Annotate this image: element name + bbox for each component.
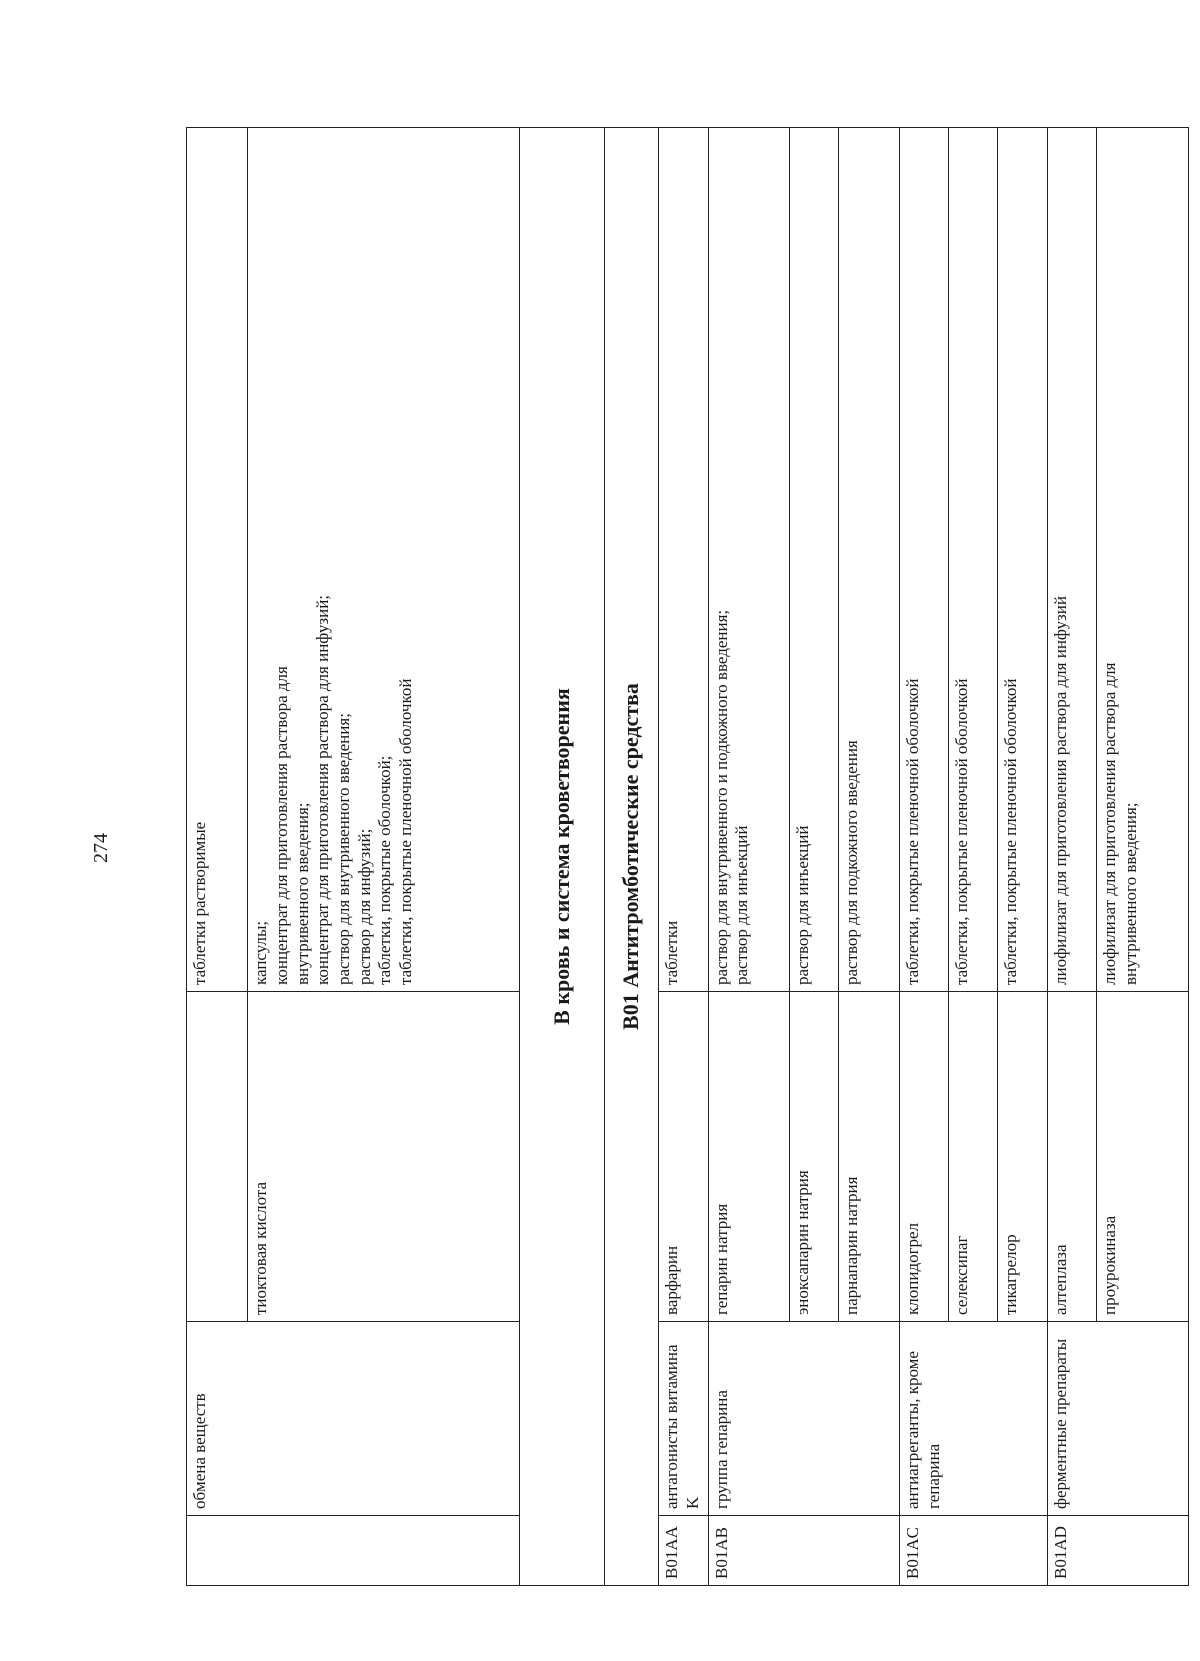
rotated-table-wrapper	[186, 128, 1189, 1586]
table-row	[187, 128, 248, 1586]
form-line: лиофилизат для приготовления раствора для инфузий	[1051, 596, 1071, 985]
table-body	[187, 128, 1189, 1586]
subsection-title: B01 Антитромботические средства	[605, 128, 659, 1586]
forms-cell	[1048, 128, 1097, 992]
drug-cell: клопидогрел	[899, 992, 948, 1322]
table-row	[659, 128, 708, 1586]
drug-cell: парнапарин натрия	[838, 992, 899, 1322]
table-row	[899, 128, 948, 1586]
form-line: таблетки, покрытые пленочной оболочкой	[951, 678, 971, 985]
atc-code-cell: B01AB	[708, 1516, 899, 1586]
drug-cell	[187, 992, 248, 1322]
drug-cell: гепарин натрия	[708, 992, 789, 1322]
drug-cell: варфарин	[659, 992, 708, 1322]
form-line: раствор для подкожного введения	[841, 740, 861, 985]
subsection-row	[605, 128, 659, 1586]
form-line: раствор для внутривенного и подкожного введения;	[711, 609, 731, 985]
code-cell	[187, 1516, 520, 1586]
form-line: концентрат для приготовления раствора для инфузий;	[313, 594, 333, 985]
forms-cell	[789, 128, 838, 992]
group-cell: антиагреганты, кроме гепарина	[899, 1322, 1048, 1516]
atc-code-cell: B01AC	[899, 1516, 1048, 1586]
forms-cell	[248, 128, 520, 992]
form-line: таблетки растворимые	[190, 821, 209, 985]
forms-cell	[708, 128, 789, 992]
drug-cell: проурокиназа	[1097, 992, 1189, 1322]
table-row	[1048, 128, 1097, 1586]
form-line: концентрат для приготовления раствора для	[271, 666, 291, 985]
forms-cell	[899, 128, 948, 992]
form-line: раствор для инъекций	[732, 825, 752, 985]
table-row	[708, 128, 789, 1586]
page-number: 274	[90, 833, 112, 863]
forms-cell	[659, 128, 708, 992]
section-title: В кровь и система кроветворения	[519, 128, 604, 1586]
drug-cell: тикагрелор	[997, 992, 1048, 1322]
form-line: лиофилизат для приготовления раствора для	[1100, 662, 1120, 985]
form-line: таблетки, покрытые пленочной оболочкой	[1000, 678, 1020, 985]
form-line: таблетки	[662, 920, 682, 985]
forms-cell	[187, 128, 248, 992]
group-cell: антагонисты витамина K	[659, 1322, 708, 1516]
form-line: таблетки, покрытые оболочкой;	[375, 755, 395, 985]
forms-cell	[948, 128, 997, 992]
group-cell: группа гепарина	[708, 1322, 899, 1516]
forms-cell	[838, 128, 899, 992]
form-line: капсулы;	[251, 920, 271, 985]
drug-cell: тиоктовая кислота	[248, 992, 520, 1322]
group-cell: обмена веществ	[187, 1322, 520, 1516]
drug-table	[186, 127, 1189, 1586]
section-row	[519, 128, 604, 1586]
form-line: раствор для инъекций	[792, 825, 812, 985]
form-line: внутривенного введения;	[1121, 802, 1141, 985]
form-line: таблетки, покрытые пленочной оболочкой	[902, 678, 922, 985]
form-line: раствор для внутривенного введения;	[334, 713, 353, 985]
form-line: раствор для инфузий;	[354, 828, 374, 985]
atc-code-cell: B01AA	[659, 1516, 708, 1586]
form-line: внутривенного введения;	[292, 802, 312, 985]
drug-cell: эноксапарин натрия	[789, 992, 838, 1322]
drug-cell: алтеплаза	[1048, 992, 1097, 1322]
forms-cell	[1097, 128, 1189, 992]
form-line: таблетки, покрытые пленочной оболочкой	[396, 678, 416, 985]
forms-cell	[997, 128, 1048, 992]
drug-cell: селексипаг	[948, 992, 997, 1322]
group-cell: ферментные препараты	[1048, 1322, 1189, 1516]
atc-code-cell: B01AD	[1048, 1516, 1189, 1586]
